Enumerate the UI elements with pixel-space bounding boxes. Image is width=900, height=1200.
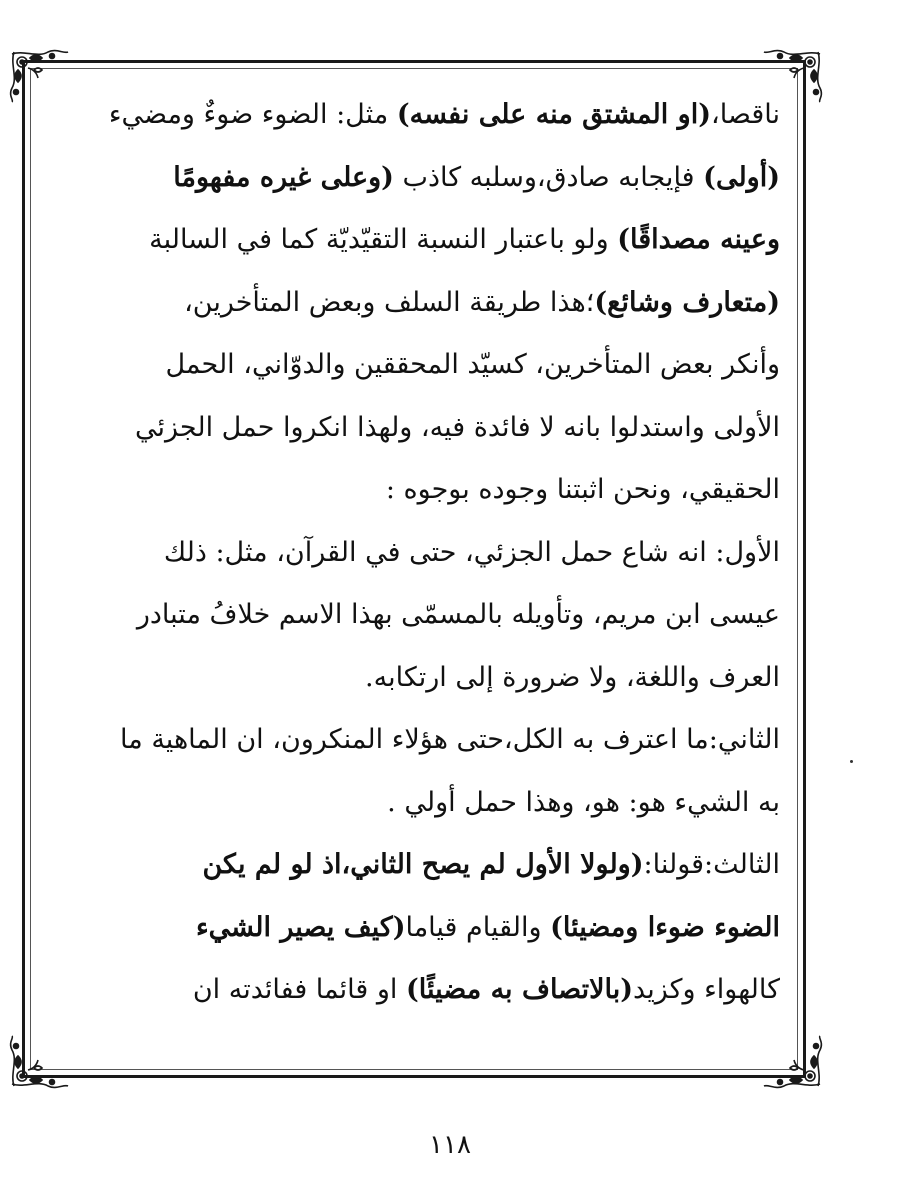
bold-text-segment: (ولولا الأول لم يصح الثاني،اذ لو لم يكن	[202, 849, 644, 880]
page-number: ١١٨	[429, 1130, 471, 1160]
bold-text-segment: (بالاتصاف به مضيئًا)	[406, 974, 634, 1005]
text-line	[40, 709, 780, 772]
text-line	[40, 147, 780, 210]
text-segment: او قائما ففائدته ان	[192, 974, 406, 1005]
text-segment: ؛هذا طريقة السلف وبعض المتأخرين،	[184, 286, 595, 318]
bold-text-segment: الضوء ضوءا ومضيئا)	[550, 911, 780, 943]
ornament-icon	[8, 1034, 72, 1090]
bold-text-segment: (او المشتق منه على نفسه)	[396, 99, 711, 130]
bold-text-segment: (كيف يصير الشيء	[195, 911, 406, 943]
text-line	[40, 584, 780, 647]
text-line	[40, 897, 780, 960]
text-line	[40, 959, 780, 1022]
page-body-text	[40, 84, 780, 1022]
text-segment: الثالث:قولنا:	[643, 849, 780, 880]
text-segment: كالهواء وكزيد	[633, 974, 780, 1005]
text-segment: الحقيقي، ونحن اثبتنا وجوده بوجوه :	[385, 474, 780, 505]
text-segment: فإيجابه صادق،وسلبه كاذب	[393, 161, 704, 193]
text-line	[40, 522, 780, 585]
text-line	[40, 334, 780, 397]
text-segment: العرف واللغة، ولا ضرورة إلى ارتكابه.	[365, 661, 780, 693]
text-segment: الأولى واستدلوا بانه لا فائدة فيه، ولهذا انكروا حمل الجزئي	[135, 411, 780, 443]
text-segment: ولو باعتبار النسبة التقيّديّة كما في السالبة	[149, 224, 618, 255]
text-line	[40, 84, 780, 147]
text-segment: والقيام قياما	[405, 911, 551, 943]
text-segment: مثل: الضوء ضوءٌ ومضيء	[108, 99, 397, 130]
bold-text-segment: (أولى)	[703, 161, 780, 193]
text-segment: به الشيء هو: هو، وهذا حمل أولي .	[387, 786, 780, 818]
text-line	[40, 834, 780, 897]
text-line	[40, 459, 780, 522]
corner-ornament-bottom-right	[760, 1034, 824, 1090]
text-segment: الثاني:ما اعترف به الكل،حتى هؤلاء المنكرون، ان الماهية ما	[120, 724, 780, 755]
text-line	[40, 272, 780, 335]
text-line	[40, 772, 780, 835]
bold-text-segment: (وعلى غيره مفهومًا	[173, 161, 394, 193]
corner-ornament-bottom-left	[8, 1034, 72, 1090]
bold-text-segment: (متعارف وشائع)	[594, 286, 780, 318]
scan-speck	[850, 760, 853, 763]
text-line	[40, 647, 780, 710]
text-segment: ناقصا،	[710, 99, 780, 130]
text-segment: وأنكر بعض المتأخرين، كسيّد المحققين والدوّاني، الحمل	[165, 349, 780, 380]
text-line	[40, 209, 780, 272]
text-segment: الأول: انه شاع حمل الجزئي، حتى في القرآن، مثل: ذلك	[163, 536, 780, 568]
ornament-icon	[760, 1034, 824, 1090]
text-line	[40, 397, 780, 460]
bold-text-segment: وعينه مصداقًا)	[617, 224, 780, 255]
text-segment: عيسى ابن مريم، وتأويله بالمسمّى بهذا الاسم خلافُ متبادر	[136, 599, 780, 630]
